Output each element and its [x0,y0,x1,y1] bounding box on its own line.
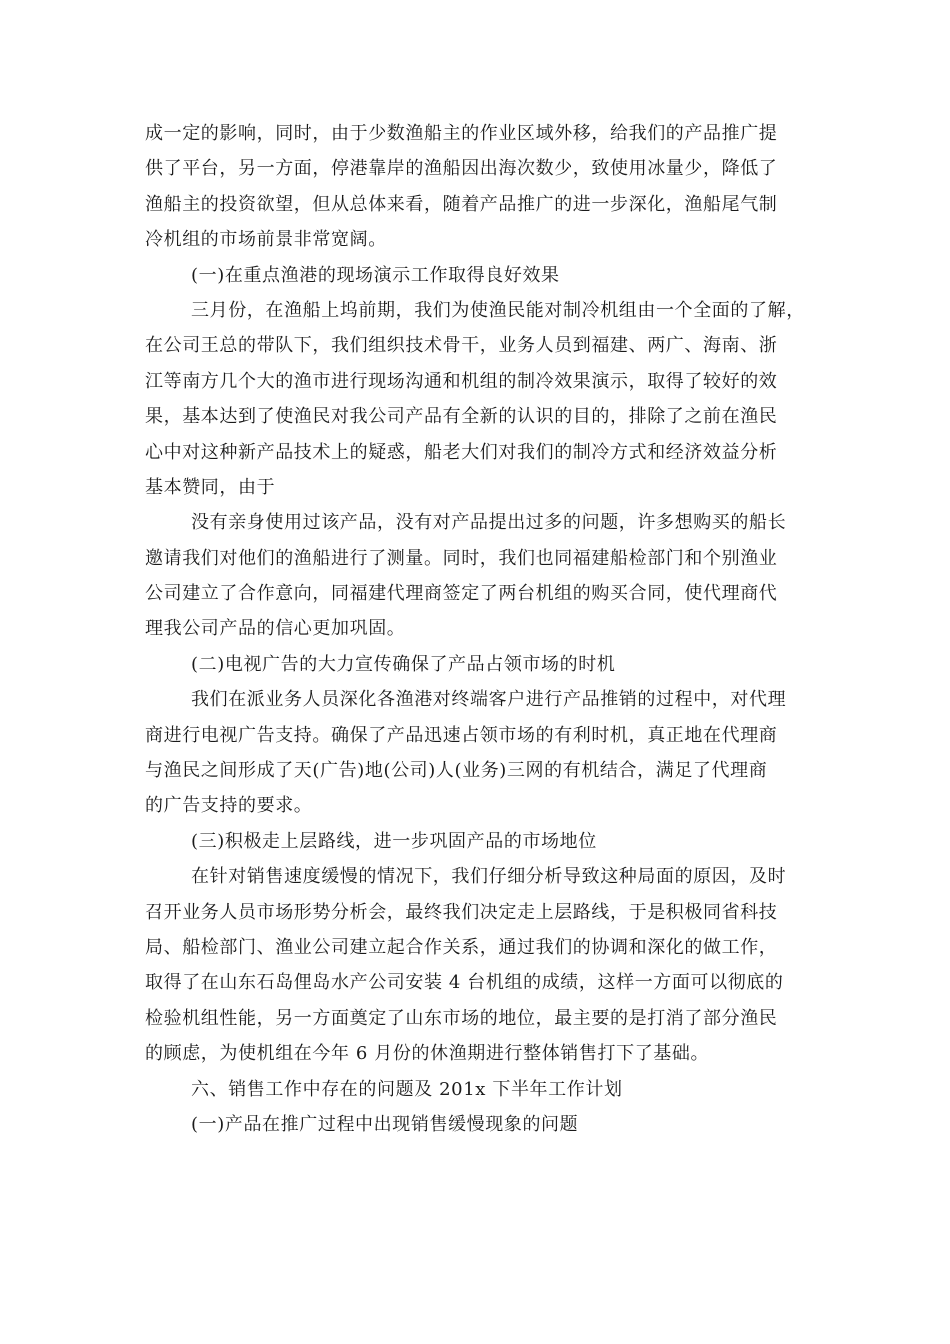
text-line: 基本赞同，由于 [145,476,276,498]
text-line: 检验机组性能，另一方面奠定了山东市场的地位，最主要的是打消了部分渔民 [145,1007,778,1029]
text-line: 理我公司产品的信心更加巩固。 [145,618,406,640]
text-line: 邀请我们对他们的渔船进行了测量。同时，我们也同福建船检部门和个别渔业 [145,547,778,569]
text-line: 渔船主的投资欲望，但从总体来看，随着产品推广的进一步深化，渔船尾气制 [145,193,778,215]
text-line: (三)积极走上层路线，进一步巩固产品的市场地位 [191,830,597,852]
text-line: 没有亲身使用过该产品，没有对产品提出过多的问题，许多想购买的船长 [191,512,787,534]
text-line: 在公司王总的带队下，我们组织技术骨干，业务人员到福建、两广、海南、浙 [145,335,778,357]
text-line: 在针对销售速度缓慢的情况下，我们仔细分析导致这种局面的原因，及时 [191,866,787,888]
text-line: 商进行电视广告支持。确保了产品迅速占领市场的有利时机，真正地在代理商 [145,724,778,746]
text-line: 果，基本达到了使渔民对我公司产品有全新的认识的目的，排除了之前在渔民 [145,406,778,428]
text-line: 的顾虑，为使机组在今年 6 月份的休渔期进行整体销售打下了基础。 [145,1043,710,1065]
text-line: 心中对这种新产品技术上的疑惑，船老大们对我们的制冷方式和经济效益分析 [145,441,778,463]
text-line: 供了平台，另一方面，停港靠岸的渔船因出海次数少，致使用冰量少，降低了 [145,158,778,180]
text-line: 召开业务人员市场形势分析会，最终我们决定走上层路线，于是积极同省科技 [145,901,778,923]
text-line: 冷机组的市场前景非常宽阔。 [145,229,387,251]
text-line: (一)产品在推广过程中出现销售缓慢现象的问题 [191,1113,579,1135]
text-line: 成一定的影响，同时，由于少数渔船主的作业区域外移，给我们的产品推广提 [145,123,778,144]
text-line: 与渔民之间形成了天(广告)地(公司)人(业务)三网的有机结合，满足了代理商 [145,760,768,782]
text-line: 我们在派业务人员深化各渔港对终端客户进行产品推销的过程中，对代理 [191,689,787,711]
text-line: (二)电视广告的大力宣传确保了产品占领市场的时机 [191,653,616,675]
text-line: 局、船检部门、渔业公司建立起合作关系，通过我们的协调和深化的做工作， [145,936,778,958]
text-line: 的广告支持的要求。 [145,795,313,817]
text-line: (一)在重点渔港的现场演示工作取得良好效果 [191,264,560,286]
text-line: 取得了在山东石岛俚岛水产公司安装 4 台机组的成绩，这样一方面可以彻底的 [145,972,784,994]
text-line: 六、销售工作中存在的问题及 201x 下半年工作计划 [191,1078,623,1100]
text-line: 三月份，在渔船上坞前期，我们为使渔民能对制冷机组由一个全面的了解， [191,299,805,321]
text-line: 江等南方几个大的渔市进行现场沟通和机组的制冷效果演示，取得了较好的效 [145,370,778,392]
document-body [145,116,817,1142]
text-line: 公司建立了合作意向，同福建代理商签定了两台机组的购买合同，使代理商代 [145,583,778,605]
